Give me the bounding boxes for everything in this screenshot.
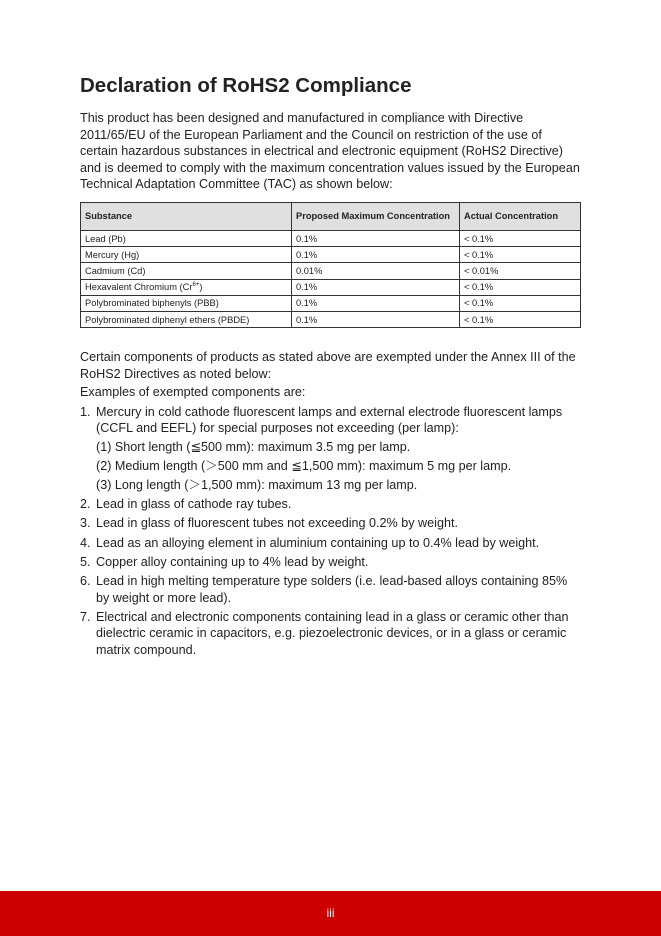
sub-list-item: (1) Short length (≦500 mm): maximum 3.5 mg per lamp. [96,439,411,454]
cell-substance: Cadmium (Cd) [81,263,292,279]
cell-actual: < 0.01% [460,263,581,279]
item-number: 4. [80,535,91,550]
item-number: 6. [80,574,91,589]
table-row [81,311,581,327]
list-item [80,554,580,571]
cell-actual: < 0.1% [460,295,581,311]
page-footer [0,891,661,936]
cell-proposed: 0.1% [292,311,460,327]
cell-substance [81,279,292,295]
header-proposed-concentration: Proposed Maximum Concentration [292,203,460,231]
item-number: 3. [80,516,91,531]
substance-table [80,202,581,328]
item-number: 2. [80,497,91,512]
item-text: Electrical and electronic components containing lead in a glass or ceramic other than dielectric ceramic in capacitors, e.g. piezoelectronic devices, or in a glass or ceramic matrix compound. [96,609,569,657]
cell-proposed: 0.1% [292,247,460,263]
page-title: Declaration of RoHS2 Compliance [80,74,412,97]
table-header-row [81,203,581,231]
list-item [80,609,580,659]
item-number: 5. [80,554,91,569]
item-text: Lead in high melting temperature type solders (i.e. lead-based alloys containing 85% by weight or more lead). [96,574,568,605]
exemption-list [80,404,580,659]
cell-substance: Polybrominated biphenyls (PBB) [81,295,292,311]
list-item [80,404,580,494]
page-number: iii [326,906,335,920]
item-text: Lead in glass of fluorescent tubes not exceeding 0.2% by weight. [96,516,458,531]
table-row [81,263,581,279]
cell-substance: Lead (Pb) [81,231,292,247]
cell-proposed: 0.1% [292,279,460,295]
substance-name: Hexavalent Chromium (Cr [85,282,193,293]
exemptions-section [80,349,580,661]
table-row [81,247,581,263]
table-row [81,295,581,311]
list-item [80,535,580,552]
header-actual-concentration: Actual Concentration [460,203,581,231]
item-number: 7. [80,609,91,624]
cell-actual: < 0.1% [460,247,581,263]
exemption-note: Certain components of products as stated above are exempted under the Annex III of the RoHS2 Directives as noted below: [80,350,576,381]
item-text: Lead as an alloying element in aluminium containing up to 0.4% lead by weight. [96,535,540,550]
header-substance: Substance [81,203,292,231]
cell-substance: Polybrominated diphenyl ethers (PBDE) [81,311,292,327]
list-item [80,515,580,532]
cell-actual: < 0.1% [460,311,581,327]
substance-name-end: ) [199,282,203,293]
sub-list-item: (3) Long length (＞1,500 mm): maximum 13 mg per lamp. [96,478,418,493]
examples-heading: Examples of exempted components are: [80,385,306,399]
table-row [81,231,581,247]
cell-actual: < 0.1% [460,231,581,247]
list-item [80,496,580,513]
list-item [80,573,580,606]
item-text: Lead in glass of cathode ray tubes. [96,497,292,512]
cell-proposed: 0.1% [292,231,460,247]
cell-actual: < 0.1% [460,279,581,295]
sub-list-item: (2) Medium length (＞500 mm and ≦1,500 mm): maximum 5 mg per lamp. [96,458,512,473]
cell-proposed: 0.01% [292,263,460,279]
cell-substance: Mercury (Hg) [81,247,292,263]
item-text: Copper alloy containing up to 4% lead by weight. [96,554,369,569]
sub-list [96,439,580,494]
cell-proposed: 0.1% [292,295,460,311]
item-text: Mercury in cold cathode fluorescent lamps and external electrode fluorescent lamps (CCFL and EEFL) for special purposes not exceeding (per lamp): [96,404,563,435]
oxidation-state-superscript: 6+ [192,282,200,289]
intro-paragraph: This product has been designed and manufactured in compliance with Directive 2011/65/EU of the European Parliament and the Council on restriction of the use of certain hazardous substances in electrical and electronic equipment (RoHS2 Directive) and is deemed to comply with the maximum concentration values issued by the European Technical Adaptation Committee (TAC) as shown below: [80,111,580,191]
item-number: 1. [80,404,91,419]
table-row [81,279,581,295]
